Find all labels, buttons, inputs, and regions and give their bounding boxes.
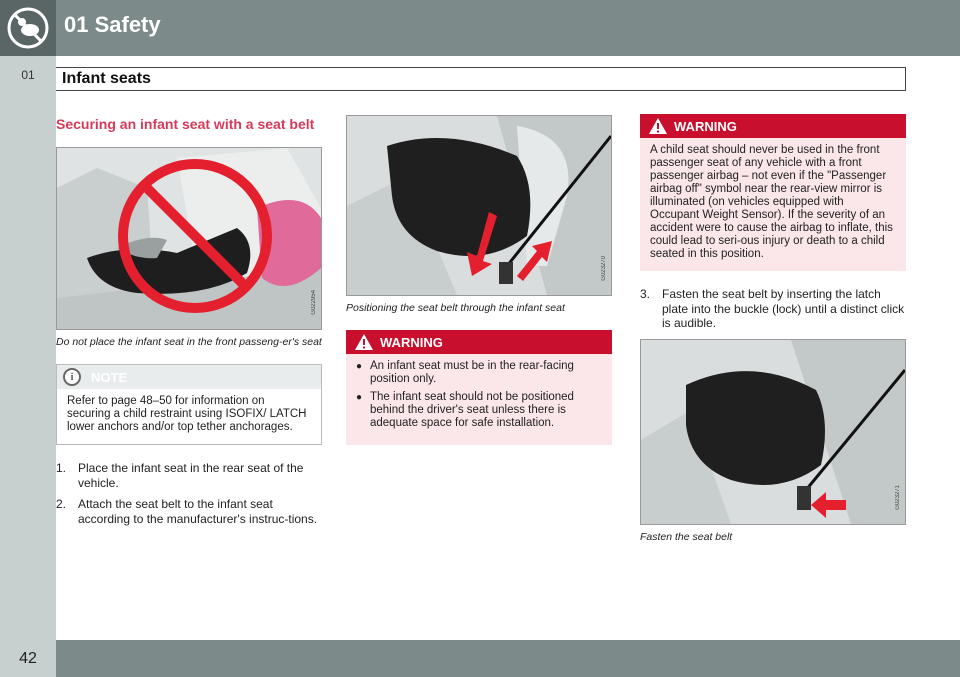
list-item <box>640 287 906 331</box>
section-header <box>56 67 906 91</box>
bullet-icon: ● <box>356 361 363 372</box>
bullet-icon: ● <box>356 392 363 403</box>
page-number: 42 <box>19 650 37 667</box>
middle-column <box>346 115 612 445</box>
step-text: Place the infant seat in the rear seat of the vehicle. <box>78 461 304 490</box>
figure-fasten-belt <box>640 339 906 525</box>
chapter-icon-box <box>0 0 56 56</box>
note-box <box>56 364 322 445</box>
note-body: Refer to page 48–50 for information on securing a child restraint using ISOFIX/ LATCH lower anchors and/or top tether anchorages. <box>67 395 307 433</box>
section-title: Infant seats <box>62 70 151 87</box>
warning-title: WARNING <box>674 119 737 134</box>
page-number-box <box>0 640 56 677</box>
figure-code: G023271 <box>895 484 901 510</box>
warning-body <box>346 354 612 445</box>
left-column <box>56 110 322 533</box>
bullet-text: The infant seat should not be positioned behind the driver's seat unless there is adequate space for safe installation. <box>370 391 574 429</box>
figure-caption: Fasten the seat belt <box>640 530 733 543</box>
warning-body: A child seat should never be used in the front passenger seat of any vehicle with a front passenger airbag – not even if the "Passenger airbag off" symbol near the rear-view mirror is illuminated (on vehicles equipped with Occupant Weight Sensor). If the severity of an accident were to cause the airbag to inflate, this could lead to seri-ous injury or death to a child seated in this position. <box>650 144 893 260</box>
list-item <box>56 461 322 490</box>
step-number: 2. <box>56 497 67 511</box>
warning-box <box>640 114 906 271</box>
list-item <box>356 360 602 386</box>
warning-triangle-icon <box>648 117 668 135</box>
steps-list <box>56 461 322 526</box>
list-item <box>56 497 322 526</box>
figure-caption: Positioning the seat belt through the infant seat <box>346 302 565 314</box>
step-text: Attach the seat belt to the infant seat according to the manufacturer's instruc-tions. <box>78 497 318 526</box>
figure-code: G023270 <box>601 256 607 281</box>
list-item <box>356 391 602 430</box>
step-number: 3. <box>640 287 651 301</box>
belt-positioning-illustration <box>347 116 611 295</box>
figure-front-seat-prohibited <box>56 147 322 330</box>
chapter-header <box>0 0 960 56</box>
prohibited-sign-icon <box>115 156 275 316</box>
warning-title: WARNING <box>380 335 443 350</box>
right-column <box>640 114 906 543</box>
chapter-side-strip <box>0 56 56 640</box>
warning-triangle-icon <box>354 333 374 351</box>
figure-code: G022954 <box>311 290 317 315</box>
warning-header <box>346 330 612 354</box>
chapter-side-number: 01 <box>21 68 35 82</box>
fasten-belt-illustration <box>641 340 905 524</box>
bullet-text: An infant seat must be in the rear-facing position only. <box>370 360 574 385</box>
note-title: NOTE <box>91 370 128 385</box>
step-text: Fasten the seat belt by inserting the latch plate into the buckle (lock) until a distinct click is audible. <box>662 287 905 330</box>
figure-belt-positioning <box>346 115 612 296</box>
warning-box <box>346 330 612 445</box>
warning-header <box>640 114 906 138</box>
section-heading: Securing an infant seat with a seat belt <box>56 116 315 132</box>
no-smoking-airbag-icon <box>0 0 56 56</box>
page-footer <box>0 640 960 677</box>
note-header <box>57 365 321 389</box>
chapter-title: 01 Safety <box>64 12 161 37</box>
steps-list <box>640 287 906 331</box>
info-icon: i <box>63 368 81 386</box>
figure-caption: Do not place the infant seat in the front passeng-er's seat <box>56 336 322 348</box>
step-number: 1. <box>56 461 67 475</box>
